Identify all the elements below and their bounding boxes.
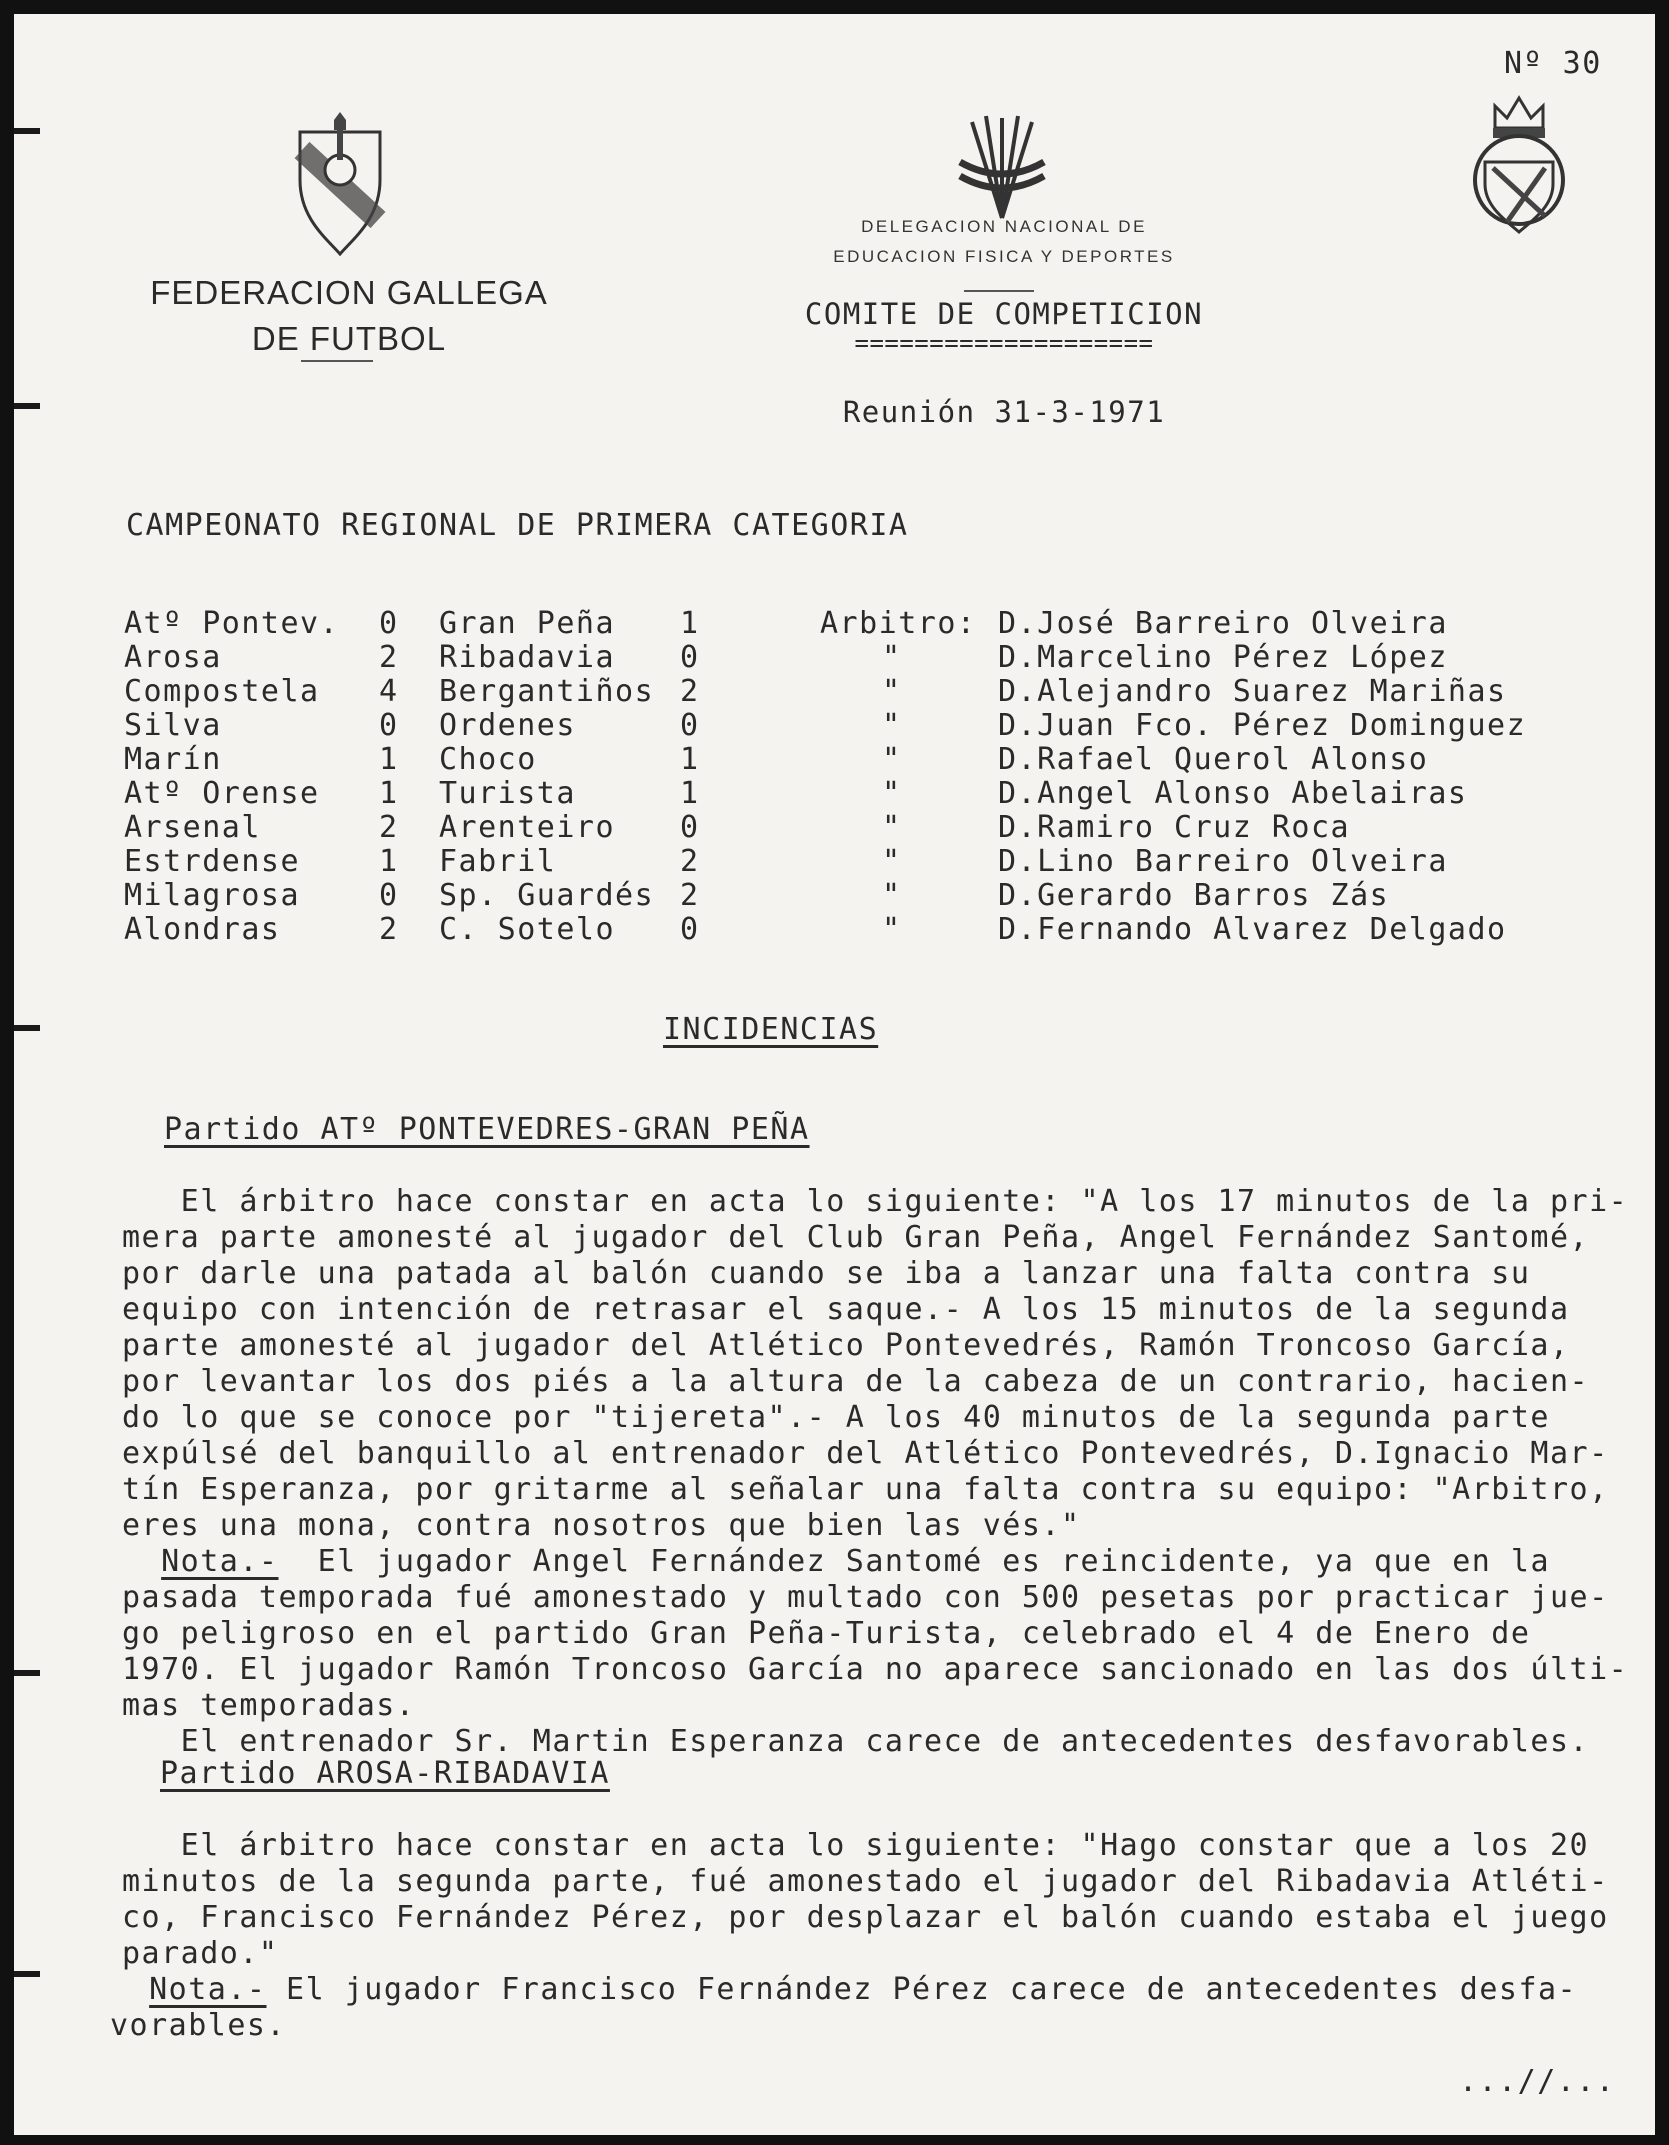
- ditto-mark: ": [882, 742, 902, 777]
- result-row: [124, 777, 1584, 811]
- home-team: Alondras: [124, 912, 281, 947]
- result-row: [124, 743, 1584, 777]
- away-team: Bergantiños: [439, 674, 655, 709]
- home-team: Atº Pontev.: [124, 606, 340, 641]
- referee-name: D.José Barreiro Olveira: [998, 606, 1448, 641]
- referee-name: D.Alejandro Suarez Mariñas: [998, 674, 1507, 709]
- incident-2-note: [110, 1972, 1609, 2008]
- binding-mark: [14, 1971, 40, 1977]
- away-score: 2: [680, 844, 700, 879]
- away-team: Arenteiro: [439, 810, 616, 845]
- federation-name: [104, 274, 594, 358]
- referee-name: D.Angel Alonso Abelairas: [998, 776, 1468, 811]
- home-score: 2: [379, 810, 399, 845]
- away-team: Ribadavia: [439, 640, 616, 675]
- home-score: 1: [379, 776, 399, 811]
- away-score: 2: [680, 674, 700, 709]
- incidents-title: INCIDENCIAS: [663, 1012, 879, 1047]
- away-score: 1: [680, 776, 700, 811]
- delegation-name: [774, 217, 1234, 267]
- championship-title: CAMPEONATO REGIONAL DE PRIMERA CATEGORIA: [126, 508, 909, 543]
- text-line: El entrenador Sr. Martin Esperanza carece de antecedentes desfavorables.: [122, 1724, 1590, 1759]
- meeting-date: Reunión 31-3-1971: [842, 395, 1166, 429]
- home-score: 4: [379, 674, 399, 709]
- home-team: Arsenal: [124, 810, 261, 845]
- text-line: go peligroso en el partido Gran Peña-Turista, celebrado el 4 de Enero de: [122, 1616, 1531, 1651]
- ditto-mark: ": [882, 674, 902, 709]
- away-team: Fabril: [439, 844, 557, 879]
- incident-1-body: [122, 1184, 1628, 1760]
- away-score: 0: [680, 912, 700, 947]
- home-score: 1: [379, 844, 399, 879]
- continuation-mark: ...//...: [1459, 2064, 1616, 2099]
- committee-underline: ====================: [854, 329, 1154, 357]
- home-team: Milagrosa: [124, 878, 301, 913]
- away-team: Turista: [439, 776, 576, 811]
- text-line: equipo con intención de retrasar el saque.- A los 15 minutos de la segunda: [122, 1292, 1570, 1327]
- away-team: C. Sotelo: [439, 912, 616, 947]
- result-row: [124, 607, 1584, 641]
- ditto-mark: ": [882, 810, 902, 845]
- incident-2-body: [110, 1828, 1609, 2044]
- text-line: parado.": [122, 1936, 279, 1971]
- binding-mark: [14, 1025, 40, 1031]
- ditto-mark: ": [882, 844, 902, 879]
- note-first-line: El jugador Francisco Fernández Pérez carece de antecedentes desfa-: [266, 1972, 1578, 2007]
- ditto-mark: ": [882, 912, 902, 947]
- binding-mark: [14, 128, 40, 134]
- incident-1-lines: [122, 1184, 1628, 1544]
- text-line: minutos de la segunda parte, fué amonestado el jugador del Ribadavia Atléti-: [122, 1864, 1609, 1899]
- incident-1-note-lines: [122, 1580, 1628, 1760]
- incident-2-note-lines: [110, 2008, 1609, 2044]
- result-row: [124, 879, 1584, 913]
- home-score: 1: [379, 742, 399, 777]
- federation-name-line2: DE FUTBOL: [251, 320, 447, 357]
- federation-crest-icon: [294, 110, 386, 256]
- note-label: Nota.-: [161, 1544, 279, 1579]
- ditto-mark: ": [882, 708, 902, 743]
- text-line: vorables.: [110, 2008, 287, 2043]
- away-score: 0: [680, 640, 700, 675]
- text-line: parte amonesté al jugador del Atlético Pontevedrés, Ramón Troncoso García,: [122, 1328, 1570, 1363]
- text-line: tín Esperanza, por gritarme al señalar una falta contra su equipo: "Arbitro,: [122, 1472, 1609, 1507]
- text-line: mera parte amonesté al jugador del Club Gran Peña, Angel Fernández Santomé,: [122, 1220, 1590, 1255]
- document-number: Nº 30: [1504, 46, 1602, 81]
- federation-name-line1: FEDERACION GALLEGA: [150, 274, 548, 311]
- away-score: 0: [680, 810, 700, 845]
- away-team: Choco: [439, 742, 537, 777]
- divider: [301, 360, 373, 362]
- text-line: eres una mona, contra nosotros que bien las vés.": [122, 1508, 1081, 1543]
- home-score: 2: [379, 912, 399, 947]
- home-score: 0: [379, 606, 399, 641]
- results-body: [124, 607, 1584, 947]
- away-team: Gran Peña: [439, 606, 616, 641]
- home-score: 2: [379, 640, 399, 675]
- incident-2-lines: [122, 1828, 1609, 1972]
- away-team: Ordenes: [439, 708, 576, 743]
- result-row: [124, 811, 1584, 845]
- home-score: 0: [379, 878, 399, 913]
- ditto-mark: ": [882, 776, 902, 811]
- home-team: Arosa: [124, 640, 222, 675]
- referee-name: D.Marcelino Pérez López: [998, 640, 1448, 675]
- royal-federation-crest-icon: [1467, 92, 1571, 242]
- home-team: Marín: [124, 742, 222, 777]
- referee-name: D.Lino Barreiro Olveira: [998, 844, 1448, 879]
- away-score: 0: [680, 708, 700, 743]
- away-score: 1: [680, 606, 700, 641]
- referee-name: D.Ramiro Cruz Roca: [998, 810, 1351, 845]
- referee-name: D.Gerardo Barros Zás: [998, 878, 1390, 913]
- text-line: expúlsé del banquillo al entrenador del Atlético Pontevedrés, D.Ignacio Mar-: [122, 1436, 1609, 1471]
- note-label: Nota.-: [149, 1972, 267, 2007]
- document-page: [14, 14, 1655, 2135]
- referee-name: D.Rafael Querol Alonso: [998, 742, 1429, 777]
- results-table: [124, 607, 1584, 947]
- committee-title: COMITE DE COMPETICION: [804, 297, 1204, 331]
- text-line: do lo que se conoce por "tijereta".- A los 40 minutos de la segunda parte: [122, 1400, 1550, 1435]
- incident-1-note: [122, 1544, 1628, 1580]
- divider: [964, 290, 1034, 292]
- home-team: Silva: [124, 708, 222, 743]
- binding-mark: [14, 403, 40, 409]
- incident-2-title: Partido AROSA-RIBADAVIA: [160, 1756, 610, 1791]
- referee-name: D.Fernando Alvarez Delgado: [998, 912, 1507, 947]
- text-line: mas temporadas.: [122, 1688, 416, 1723]
- result-row: [124, 709, 1584, 743]
- incident-1-title: Partido ATº PONTEVEDRES-GRAN PEÑA: [164, 1112, 810, 1147]
- home-score: 0: [379, 708, 399, 743]
- text-line: por darle una patada al balón cuando se iba a lanzar una falta contra su: [122, 1256, 1531, 1291]
- home-team: Atº Orense: [124, 776, 320, 811]
- result-row: [124, 675, 1584, 709]
- home-team: Estrdense: [124, 844, 301, 879]
- ditto-mark: ": [882, 640, 902, 675]
- referee-name: D.Juan Fco. Pérez Dominguez: [998, 708, 1527, 743]
- away-team: Sp. Guardés: [439, 878, 655, 913]
- yoke-arrows-emblem-icon: [956, 106, 1048, 224]
- result-row: [124, 641, 1584, 675]
- text-line: co, Francisco Fernández Pérez, por desplazar el balón cuando estaba el juego: [122, 1900, 1609, 1935]
- away-score: 1: [680, 742, 700, 777]
- text-line: 1970. El jugador Ramón Troncoso García no aparece sancionado en las dos últi-: [122, 1652, 1629, 1687]
- note-first-line: El jugador Angel Fernández Santomé es reincidente, ya que en la: [278, 1544, 1550, 1579]
- delegation-line2: EDUCACION FISICA Y DEPORTES: [833, 247, 1175, 266]
- result-row: [124, 845, 1584, 879]
- away-score: 2: [680, 878, 700, 913]
- text-line: pasada temporada fué amonestado y multado con 500 pesetas por practicar jue-: [122, 1580, 1609, 1615]
- referee-label: Arbitro:: [820, 606, 977, 641]
- result-row: [124, 913, 1584, 947]
- delegation-line1: DELEGACION NACIONAL DE: [861, 217, 1147, 236]
- home-team: Compostela: [124, 674, 320, 709]
- text-line: El árbitro hace constar en acta lo siguiente: "Hago constar que a los 20: [122, 1828, 1590, 1863]
- text-line: por levantar los dos piés a la altura de la cabeza de un contrario, hacien-: [122, 1364, 1590, 1399]
- binding-mark: [14, 1670, 40, 1676]
- ditto-mark: ": [882, 878, 902, 913]
- text-line: El árbitro hace constar en acta lo siguiente: "A los 17 minutos de la pri-: [122, 1184, 1629, 1219]
